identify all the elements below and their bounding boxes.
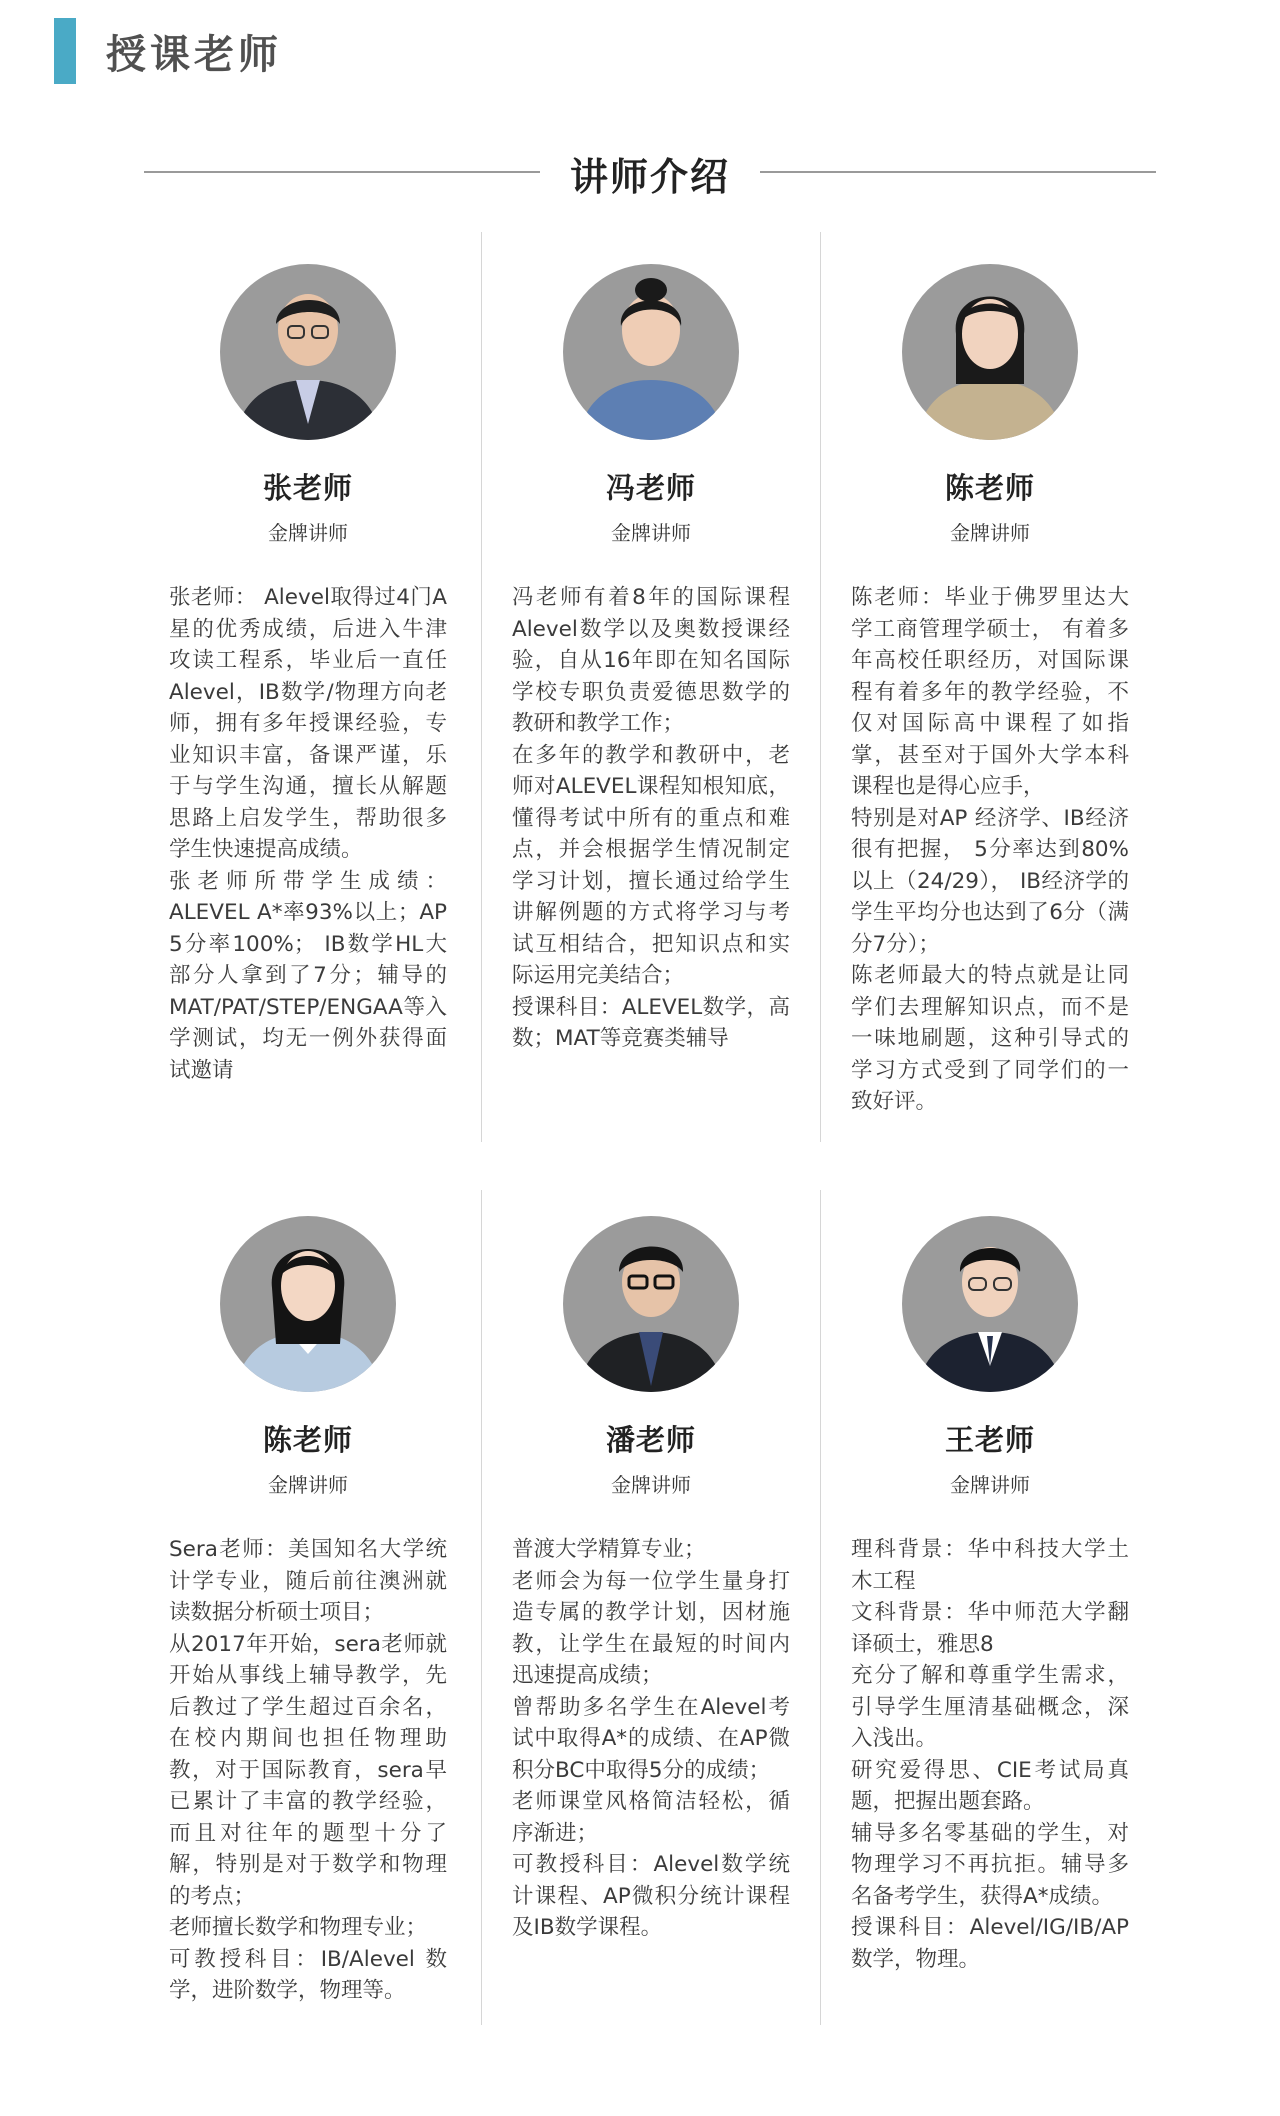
avatar: [902, 264, 1078, 440]
teacher-bio: [512, 582, 790, 1055]
bio-paragraph: 张老师所带学生成绩：ALEVEL A*率93%以上；AP 5分率100%； IB数学HL大部分人拿到了7分；辅导的MAT/PAT/STEP/ENGAA等入学测试，均无一例外获得面试邀请: [169, 868, 447, 1083]
teacher-name: 陈老师: [262, 1423, 353, 1457]
avatar: [563, 264, 739, 440]
teacher-bio: [851, 582, 1129, 1118]
bio-paragraph: 从2017年开始，sera老师就开始从事线上辅导教学，先后教过了学生超过百余名，在校内期间也担任物理助教，对于国际教育，sera早已累计了丰富的教学经验，而且对往年的题型十分了解，特别是对于数学和物理的考点；: [169, 1631, 447, 1909]
teacher-title: 金牌讲师: [268, 521, 348, 545]
teacher-card: [512, 1216, 790, 1944]
person-icon: [220, 1216, 396, 1392]
bio-paragraph: 冯老师有着8年的国际课程Alevel数学以及奥数授课经验，自从16年即在知名国际学校专职负责爱德思数学的教研和教学工作；: [512, 585, 790, 736]
column-divider: [481, 232, 482, 1142]
column-divider: [481, 1190, 482, 2025]
teacher-name: 潘老师: [605, 1423, 696, 1457]
section-heading: [144, 140, 1156, 204]
bio-paragraph: 在多年的教学和教研中，老师对ALEVEL课程知根知底，懂得考试中所有的重点和难点，并会根据学生情况制定学习计划，擅长通过给学生讲解例题的方式将学习与考试互相结合，把知识点和实际运用完美结合；: [512, 742, 790, 988]
column-divider: [820, 232, 821, 1142]
bio-paragraph: 老师会为每一位学生量身打造专属的教学计划，因材施教，让学生在最短的时间内迅速提高成绩；: [512, 1568, 790, 1688]
bio-paragraph: 可教授科目：Alevel数学统计课程、AP微积分统计课程及IB数学课程。: [512, 1852, 790, 1940]
teacher-card: [169, 264, 447, 1086]
bio-paragraph: 特别是对AP 经济学、IB经济很有把握， 5分率达到80%以上（24/29）， IB经济学的学生平均分也达到了6分（满分7分）；: [851, 805, 1129, 957]
teacher-title: 金牌讲师: [611, 521, 691, 545]
teacher-card: [512, 264, 790, 1055]
bio-paragraph: 陈老师：毕业于佛罗里达大学工商管理学硕士， 有着多年高校任职经历，对国际课程有着多年的教学经验，不仅对国际高中课程了如指掌，甚至对于国外大学本科课程也是得心应手，: [851, 585, 1129, 799]
bio-paragraph: 文科背景：华中师范大学翻译硕士，雅思8: [851, 1600, 1129, 1657]
teacher-card: [851, 264, 1129, 1118]
bio-paragraph: 张老师： Alevel取得过4门A星的优秀成绩，后进入牛津攻读工程系，毕业后一直任Alevel，IB数学/物理方向老师，拥有多年授课经验，专业知识丰富，备课严谨，乐于与学生沟通，擅长从解题思路上启发学生，帮助很多学生快速提高成绩。: [169, 585, 447, 862]
bio-paragraph: 理科背景：华中科技大学土木工程: [851, 1537, 1129, 1594]
teacher-bio: [169, 582, 447, 1086]
column-divider: [820, 1190, 821, 2025]
divider-line-right: [760, 171, 1156, 173]
bio-paragraph: 授课科目：Alevel/IG/IB/AP数学，物理。: [851, 1915, 1129, 1972]
teacher-card: [851, 1216, 1129, 1975]
avatar: [563, 1216, 739, 1392]
teacher-name: 张老师: [262, 471, 353, 505]
bio-paragraph: 曾帮助多名学生在Alevel考试中取得A*的成绩、在AP微积分BC中取得5分的成绩；: [512, 1694, 790, 1783]
person-icon: [563, 1216, 739, 1392]
teacher-title: 金牌讲师: [950, 521, 1030, 545]
page-title: 授课老师: [106, 31, 282, 78]
bio-paragraph: 授课科目：ALEVEL数学，高数；MAT等竞赛类辅导: [512, 994, 790, 1051]
person-icon: [902, 1216, 1078, 1392]
avatar: [902, 1216, 1078, 1392]
teacher-bio: [512, 1534, 790, 1944]
teacher-name: 陈老师: [944, 471, 1035, 505]
teacher-name: 王老师: [944, 1423, 1035, 1457]
teacher-title: 金牌讲师: [950, 1473, 1030, 1497]
teacher-bio: [851, 1534, 1129, 1975]
person-icon: [220, 264, 396, 440]
bio-paragraph: 老师课堂风格简洁轻松，循序渐进；: [512, 1789, 790, 1846]
teacher-card: [169, 1216, 447, 2007]
avatar: [220, 264, 396, 440]
teacher-name: 冯老师: [605, 471, 696, 505]
teacher-title: 金牌讲师: [611, 1473, 691, 1497]
avatar: [220, 1216, 396, 1392]
bio-paragraph: Sera老师：美国知名大学统计学专业，随后前往澳洲就读数据分析硕士项目；: [169, 1537, 447, 1625]
section-title: 讲师介绍: [569, 155, 730, 199]
bio-paragraph: 老师擅长数学和物理专业；: [169, 1915, 428, 1940]
teacher-title: 金牌讲师: [268, 1473, 348, 1497]
teacher-bio: [169, 1534, 447, 2007]
page-header: [54, 18, 282, 84]
bio-paragraph: 陈老师最大的特点就是让同学们去理解知识点，而不是一味地刷题，这种引导式的学习方式受到了同学们的一致好评。: [851, 963, 1129, 1114]
person-icon: [563, 264, 739, 440]
bio-paragraph: 普渡大学精算专业；: [512, 1537, 706, 1562]
bio-paragraph: 充分了解和尊重学生需求，引导学生厘清基础概念，深入浅出。: [851, 1663, 1129, 1751]
bio-paragraph: 可教授科目：IB/Alevel 数学，进阶数学，物理等。: [169, 1946, 447, 2003]
bio-paragraph: 研究爱得思、CIE考试局真题，把握出题套路。: [851, 1757, 1129, 1814]
accent-bar: [54, 18, 76, 84]
person-icon: [902, 264, 1078, 440]
bio-paragraph: 辅导多名零基础的学生，对物理学习不再抗拒。辅导多名备考学生，获得A*成绩。: [851, 1820, 1129, 1909]
